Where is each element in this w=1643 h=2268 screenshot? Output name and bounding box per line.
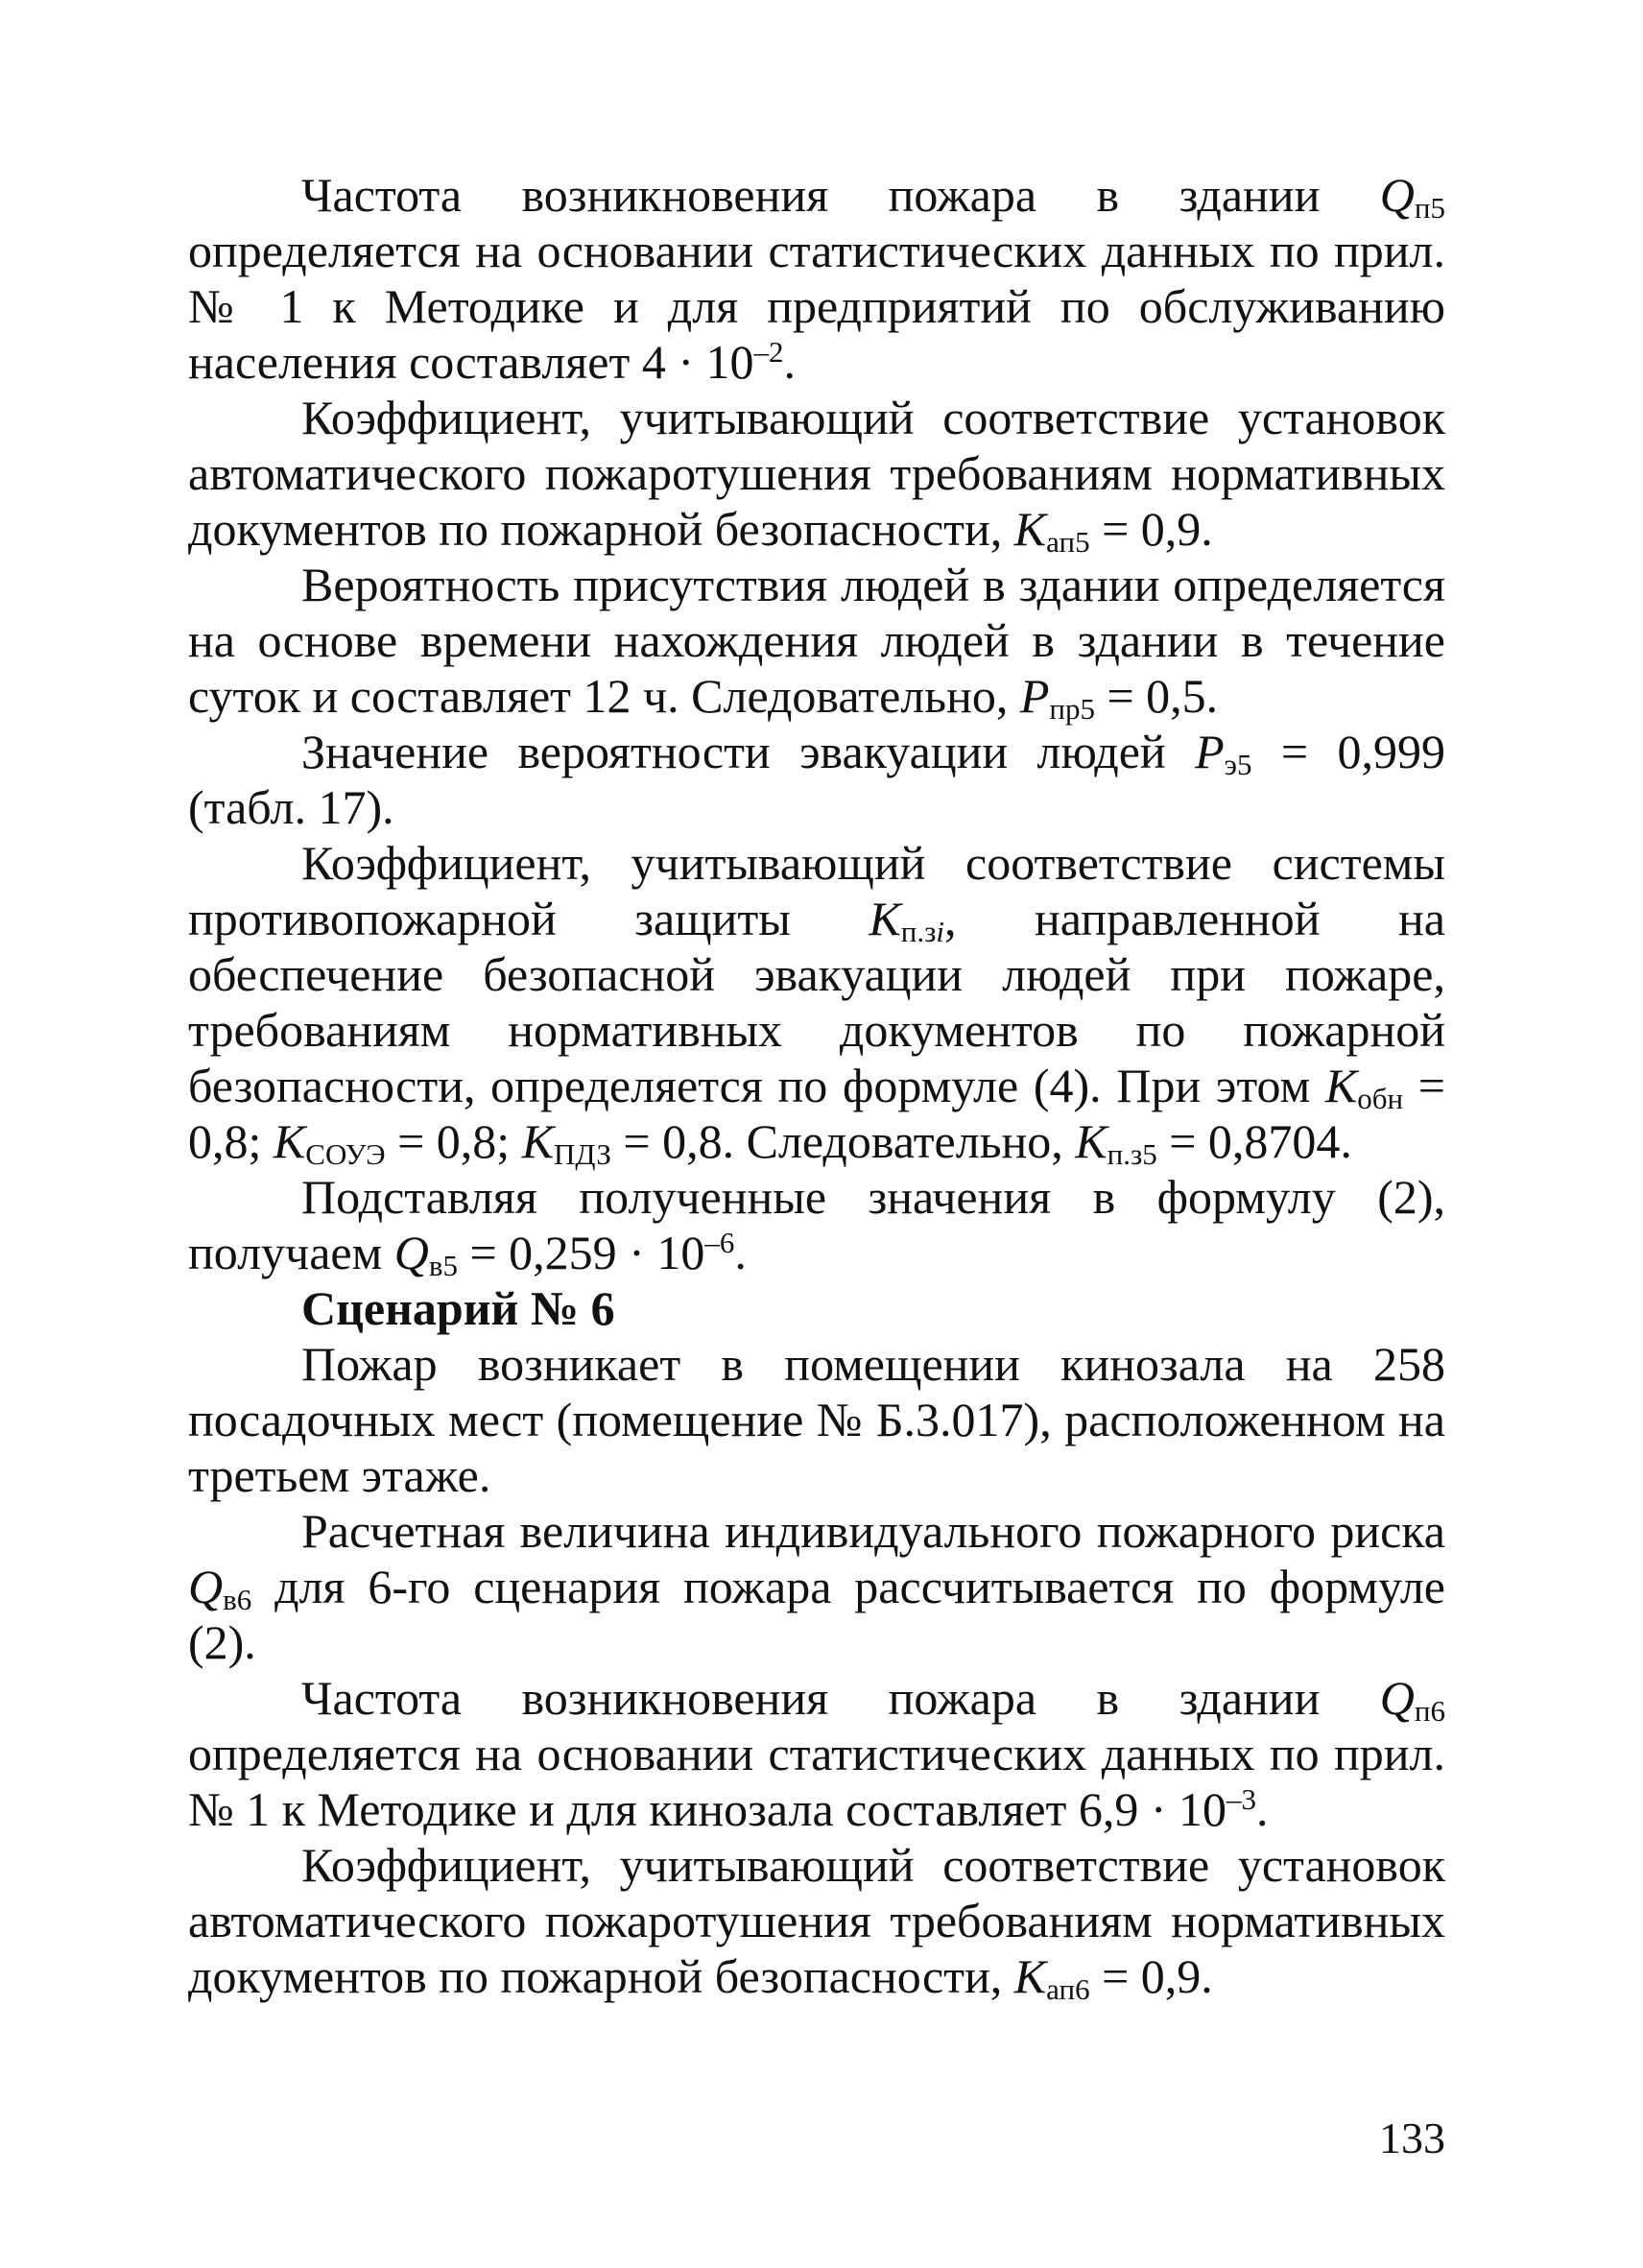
variable: K <box>1324 1059 1358 1112</box>
section-heading-scenario-6: Сценарий № 6 <box>301 1281 615 1335</box>
page-number: 133 <box>1379 2113 1445 2162</box>
paragraph-result-qv5 <box>188 1169 1445 1280</box>
paragraph-extinguishing-coefficient-6 <box>188 1837 1445 2004</box>
text-run: для 6-го сценария пожара рассчитывается по формуле (2). <box>188 1560 1445 1669</box>
text-run: Подставляя полученные значения в формулу (2), получаем <box>188 1170 1445 1279</box>
text-run: Значение вероятности эвакуации людей <box>301 725 1196 778</box>
text-run: = 0,5. <box>1094 669 1219 723</box>
variable: K <box>521 1114 555 1168</box>
text-run: = 0,9. <box>1089 1949 1213 2003</box>
text-run: . <box>734 1226 747 1279</box>
variable: K <box>1013 502 1047 556</box>
subscript: ап5 <box>1046 524 1090 559</box>
subscript: э5 <box>1224 747 1252 781</box>
subscript-variable: i <box>936 914 944 948</box>
subscript: СОУЭ <box>305 1136 386 1171</box>
text-run: Частота возникновения пожара в здании <box>301 1671 1380 1725</box>
variable: K <box>1013 1949 1047 2003</box>
subscript: п.з5 <box>1107 1136 1157 1171</box>
text-run: = 0,8; <box>385 1114 522 1168</box>
subscript: в6 <box>223 1582 252 1616</box>
paragraph-fire-frequency-6 <box>188 1670 1445 1837</box>
superscript: –3 <box>1226 1781 1257 1816</box>
paragraph-risk-qv6 <box>188 1503 1445 1670</box>
text-run: . <box>783 335 796 389</box>
text-run: = 0,8; <box>188 1059 1445 1168</box>
text-run: Коэффициент, учитывающий соответствие установок автоматического пожаротушения требованиям нормативных документов по пожарной безопасности, <box>188 1838 1445 2003</box>
variable: Q <box>188 1560 224 1613</box>
variable: P <box>1195 725 1225 778</box>
subscript: п6 <box>1414 1693 1445 1728</box>
text-run: . <box>1256 1782 1269 1836</box>
paragraph-fire-frequency-5 <box>188 167 1445 390</box>
variable: K <box>273 1114 306 1168</box>
subscript: ПДЗ <box>554 1136 611 1171</box>
paragraph-scenario-6-description: Пожар возникает в помещении кинозала на 258 посадочных мест (помещение № Б.3.017), расположенном на третьем этаже. <box>188 1337 1445 1502</box>
text-run: определяется на основании статистических данных по прил. № 1 к Методике и для кинозала составляет 6,9 · 10 <box>188 1727 1445 1836</box>
paragraph-fire-protection-coefficient <box>188 835 1445 1169</box>
paragraph-extinguishing-coefficient-5 <box>188 390 1445 557</box>
text-run: Частота возникновения пожара в здании <box>301 168 1380 222</box>
variable: K <box>869 892 901 945</box>
subscript: ап6 <box>1046 1971 1090 2006</box>
text-run: = 0,999 (табл. 17). <box>188 725 1445 834</box>
text-run: , направленной на обеспечение безопасной эвакуации людей при пожаре, требованиям нормативных документов по пожарной безопасности, определяется по формуле (4). При этом <box>188 892 1445 1112</box>
variable: P <box>1019 669 1050 723</box>
paragraph-evacuation-probability-5 <box>188 724 1445 835</box>
text-run: = 0,8. Следовательно, <box>610 1114 1076 1168</box>
variable: Q <box>393 1226 429 1279</box>
text-run: = 0,259 · 10 <box>457 1226 705 1279</box>
subscript: п5 <box>1414 190 1445 225</box>
superscript: –6 <box>704 1225 735 1259</box>
variable: K <box>1075 1114 1107 1168</box>
text-run: = 0,9. <box>1089 502 1213 556</box>
text-run: Вероятность присутствия людей в здании определяется на основе времени нахождения людей в здании в течение суток и составляет 12 ч. Следовательно, <box>188 558 1445 723</box>
subscript <box>901 915 944 948</box>
paragraph-presence-probability-5 <box>188 557 1445 724</box>
page-body <box>188 167 1445 2004</box>
subscript: пр5 <box>1049 691 1095 726</box>
superscript: –2 <box>753 334 784 369</box>
variable: Q <box>1379 168 1415 222</box>
variable: Расчетная величина индивидуального пожарного риска <box>301 1504 1445 1558</box>
subscript: в5 <box>428 1248 458 1282</box>
text-run: Коэффициент, учитывающий соответствие системы противопожарной защиты <box>188 836 1445 945</box>
variable: Q <box>1379 1671 1415 1725</box>
text-run: Коэффициент, учитывающий соответствие установок автоматического пожаротушения требованиям нормативных документов по пожарной безопасности, <box>188 391 1445 556</box>
subscript-text: п.з <box>900 914 937 948</box>
subscript: обн <box>1357 1081 1404 1115</box>
text-run: определяется на основании статистических данных по прил. № 1 к Методике и для предприятий по обслуживанию населения составляет 4 · 10 <box>188 224 1445 389</box>
text-run: = 0,8704. <box>1156 1114 1352 1168</box>
